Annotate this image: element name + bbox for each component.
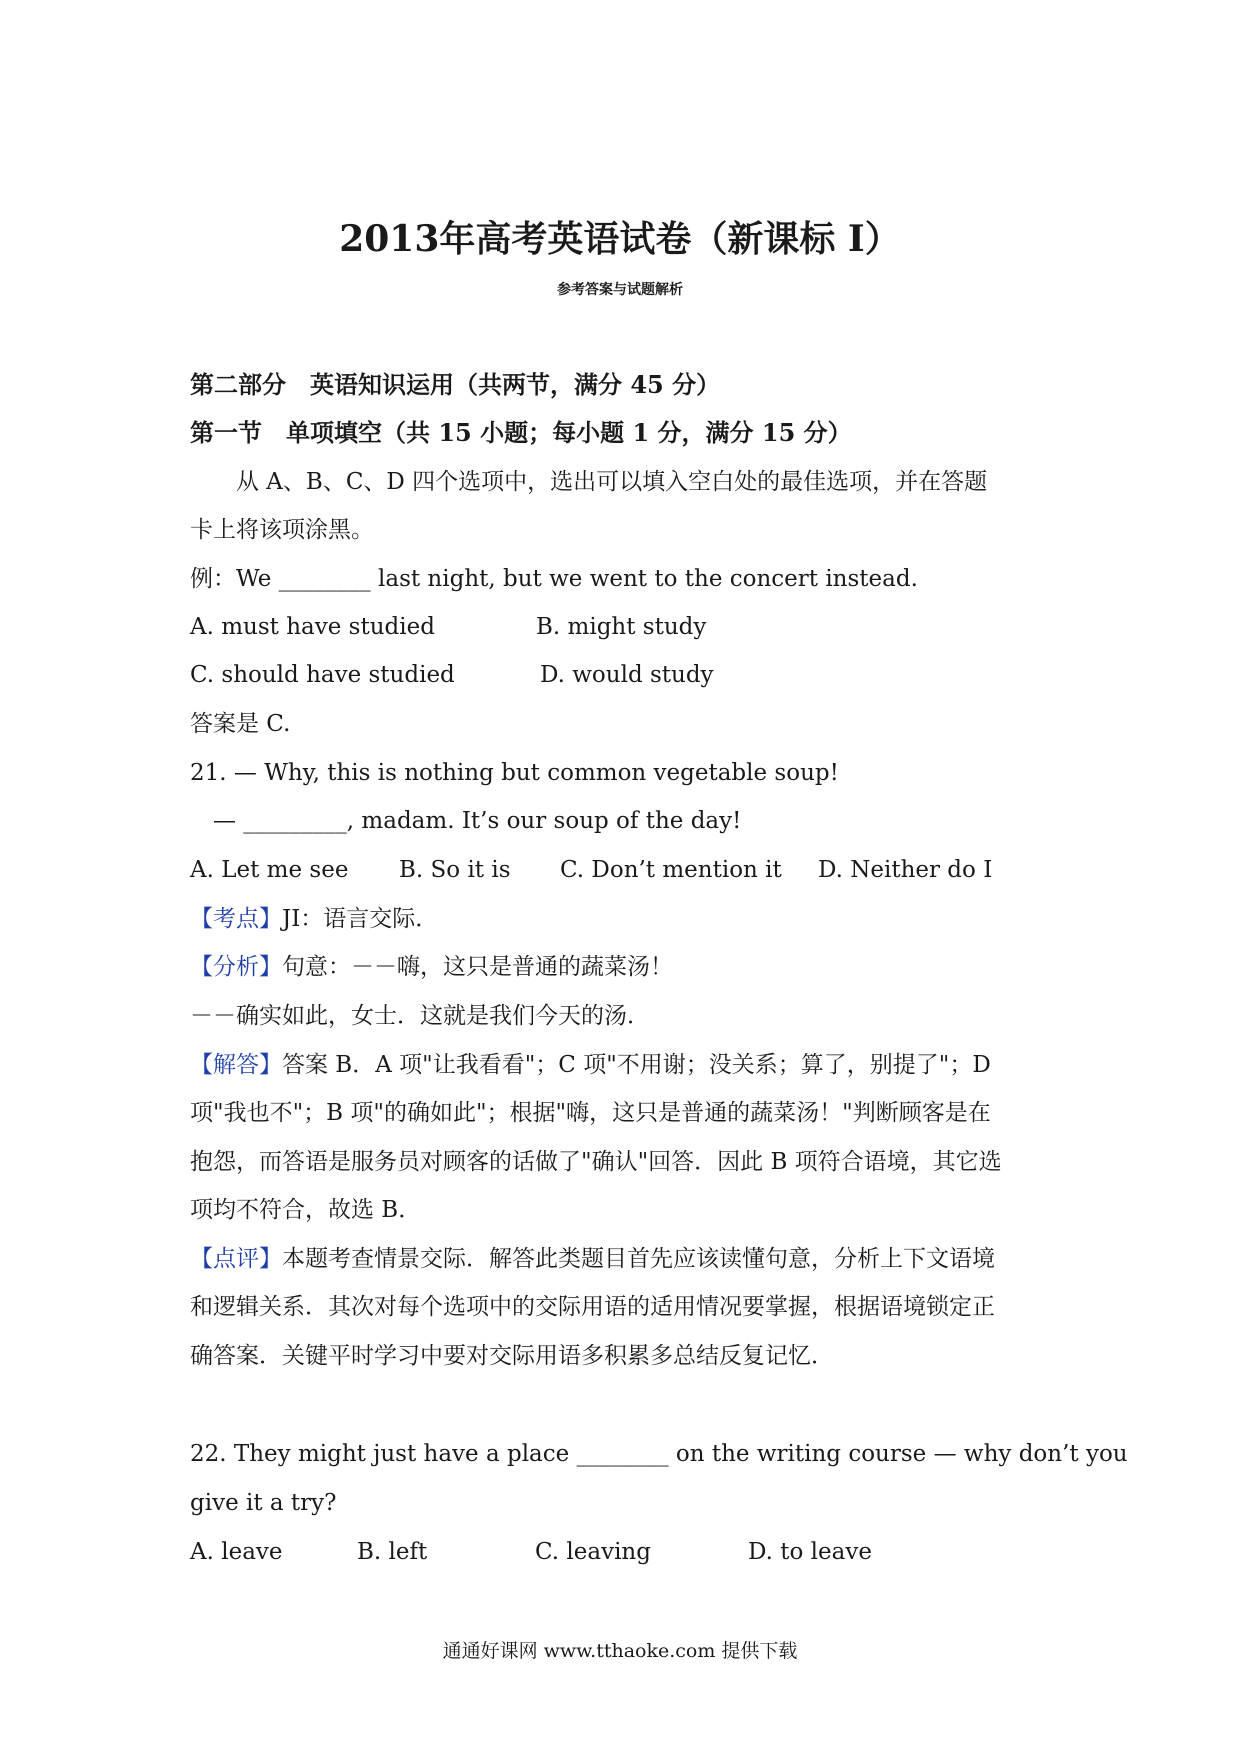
page-subtitle: 参考答案与试题解析 xyxy=(557,282,683,298)
example-option-a: A. must have studied xyxy=(190,614,435,640)
dianping-tag: 【点评】 xyxy=(190,1246,282,1272)
q21-jieda xyxy=(190,1050,991,1080)
instruction-line-1: 从 A、B、C、D 四个选项中，选出可以填入空白处的最佳选项，并在答题 xyxy=(190,469,988,495)
q21-stem: 21. — Why, this is nothing but common vegetable soup! xyxy=(190,760,839,786)
q21-fenxi-line-2: －－确实如此，女士．这就是我们今天的汤． xyxy=(190,1003,650,1029)
q21-dianping-line-2: 和逻辑关系．其次对每个选项中的交际用语的适用情况要掌握，根据语境锁定正 xyxy=(190,1294,995,1320)
q21-jieda-line-4: 项均不符合，故选 B． xyxy=(190,1197,422,1223)
q22-option-b: B. left xyxy=(357,1539,428,1565)
section-sub-heading: 第一节 单项填空（共 15 小题；每小题 1 分，满分 15 分） xyxy=(190,418,852,447)
q22-option-c: C. leaving xyxy=(535,1539,651,1565)
example-stem: 例：We ________ last night, but we went to the concert instead. xyxy=(190,566,918,592)
section-part-heading: 第二部分 英语知识运用（共两节，满分 45 分） xyxy=(190,370,721,399)
fenxi-text: 句意：－－嗨，这只是普通的蔬菜汤！ xyxy=(282,954,673,980)
example-option-d: D. would study xyxy=(540,662,714,688)
example-answer: 答案是 C. xyxy=(190,711,291,737)
page-title: 2013年高考英语试卷（新课标 I） xyxy=(339,218,901,260)
jieda-tag: 【解答】 xyxy=(190,1052,282,1078)
instruction-line-2: 卡上将该项涂黑。 xyxy=(190,517,374,543)
q21-dianping xyxy=(190,1244,995,1274)
q21-fenxi xyxy=(190,952,673,982)
example-option-b: B. might study xyxy=(536,614,707,640)
q22-option-a: A. leave xyxy=(190,1539,283,1565)
q22-stem-line-2: give it a try? xyxy=(190,1490,337,1516)
q21-option-c: C. Don’t mention it xyxy=(560,857,782,883)
q21-option-a: A. Let me see xyxy=(190,857,349,883)
q21-dianping-line-3: 确答案．关键平时学习中要对交际用语多积累多总结反复记忆． xyxy=(190,1343,834,1369)
fenxi-tag: 【分析】 xyxy=(190,954,282,980)
dianping-text-1: 本题考查情景交际．解答此类题目首先应该读懂句意，分析上下文语境 xyxy=(282,1246,995,1272)
jieda-text-1: 答案 B．A 项"让我看看"；C 项"不用谢；没关系；算了，别提了"；D xyxy=(282,1052,991,1078)
kaodian-text: JI：语言交际． xyxy=(282,906,439,932)
q21-option-d: D. Neither do I xyxy=(818,857,993,883)
q22-option-d: D. to leave xyxy=(748,1539,872,1565)
q21-jieda-line-2: 项"我也不"；B 项"的确如此"；根据"嗨，这只是普通的蔬菜汤！"判断顾客是在 xyxy=(190,1100,991,1126)
page-footer: 通通好课网 www.tthaoke.com 提供下载 xyxy=(442,1640,798,1662)
example-option-c: C. should have studied xyxy=(190,662,455,688)
q21-jieda-line-3: 抱怨，而答语是服务员对顾客的话做了"确认"回答．因此 B 项符合语境，其它选 xyxy=(190,1149,1002,1175)
q22-stem-line-1: 22. They might just have a place ________ on the writing course — why don’t you xyxy=(190,1441,1128,1467)
q21-kaodian xyxy=(190,904,438,934)
q21-option-b: B. So it is xyxy=(399,857,511,883)
q21-reply: — _________, madam. It’s our soup of the day! xyxy=(190,808,742,834)
kaodian-tag: 【考点】 xyxy=(190,906,282,932)
